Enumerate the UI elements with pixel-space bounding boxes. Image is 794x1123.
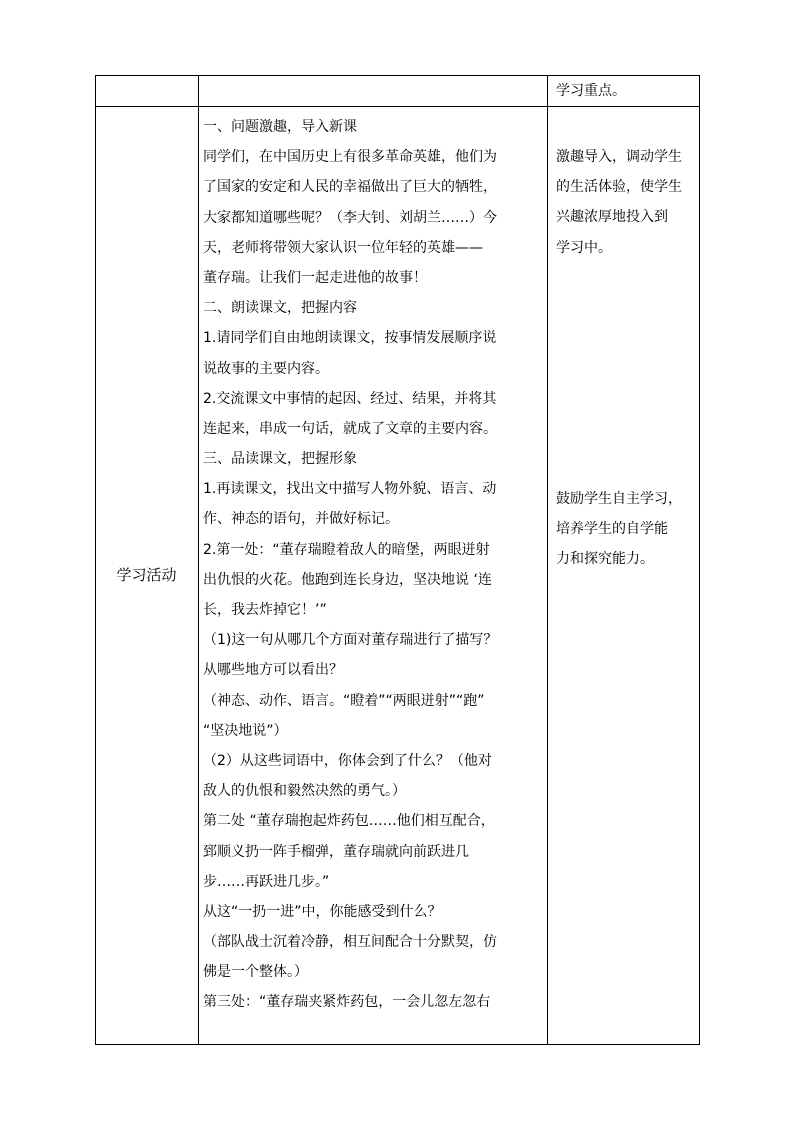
- content-line: 2.交流课文中事情的起因、经过、结果，并将其: [203, 390, 497, 407]
- content-line: 第二处 “董存瑞抱起炸药包……他们相互配合，: [203, 813, 495, 830]
- content-line: 从这“一扔一进”中，你能感受到什么？: [203, 903, 442, 920]
- teaching-note-self-study: [556, 484, 696, 575]
- note-line: 鼓励学生自主学习，: [556, 491, 682, 507]
- content-line: 大家都知道哪些呢？（李大钊、刘胡兰……）今: [203, 209, 497, 226]
- content-line: 二、朗读课文，把握内容: [203, 300, 357, 317]
- content-line: 步……再跃进几步。”: [203, 873, 330, 890]
- note-line: 学习中。: [556, 239, 612, 256]
- table-border-right: [699, 75, 700, 1045]
- column-divider-1: [198, 75, 199, 1045]
- content-line: 敌人的仇恨和毅然决然的勇气。）: [203, 783, 406, 800]
- teaching-note-intro: [556, 142, 696, 263]
- content-line: “坚决地说”）: [203, 722, 288, 739]
- content-line: 出仇恨的火花。他跑到连长身边，坚决地说 ‘连: [203, 571, 492, 588]
- row-label-learning-activity: 学习活动: [116, 566, 177, 584]
- header-right-cell: 学习重点。: [556, 83, 626, 99]
- note-line: 力和探究能力。: [556, 551, 654, 568]
- content-line: 1.再读课文，找出文中描写人物外貌、语言、动: [203, 481, 497, 498]
- content-line: 了国家的安定和人民的幸福做出了巨大的牺牲，: [203, 179, 497, 196]
- content-line: （2）从这些词语中，你体会到了什么？（他对: [203, 752, 492, 769]
- column-divider-2: [547, 75, 548, 1045]
- content-line: 郅顺义扔一阵手榴弹，董存瑞就向前跃进几: [203, 843, 469, 860]
- note-line: 激趣导入，调动学生: [556, 149, 682, 165]
- content-line: 天，老师将带领大家认识一位年轻的英雄——: [203, 239, 483, 256]
- content-line: 同学们，在中国历史上有很多革命英雄，他们为: [203, 149, 497, 166]
- table-border-bottom: [95, 1044, 700, 1045]
- content-line: 董存瑞。让我们一起走进他的故事！: [203, 269, 427, 286]
- content-line: 1.请同学们自由地朗读课文，按事情发展顺序说: [203, 330, 497, 347]
- content-line: （神态、动作、语言。“瞪着”“两眼迸射”“跑”: [203, 692, 485, 709]
- content-line: 说故事的主要内容。: [203, 360, 329, 377]
- content-line: （部队战士沉着冷静，相互间配合十分默契，仿: [203, 934, 497, 951]
- content-line: 从哪些地方可以看出？: [203, 662, 343, 679]
- note-line: 培养学生的自学能: [556, 521, 668, 538]
- note-line: 兴趣浓厚地投入到: [556, 209, 668, 226]
- content-line: 一、问题激趣，导入新课: [203, 119, 357, 135]
- content-line: 三、品读课文，把握形象: [203, 451, 357, 468]
- content-line: 佛是一个整体。）: [203, 964, 308, 981]
- content-line: 2.第一处：“董存瑞瞪着敌人的暗堡，两眼迸射: [203, 541, 490, 558]
- content-line: 长，我去炸掉它！’”: [203, 602, 327, 618]
- row-divider: [95, 106, 700, 107]
- content-line: （1)这一句从哪几个方面对董存瑞进行了描写？: [203, 632, 498, 649]
- content-line: 第三处：“董存瑞夹紧炸药包，一会儿忽左忽右: [203, 994, 491, 1011]
- note-line: 的生活体验，使学生: [556, 179, 682, 196]
- activity-content: [203, 112, 543, 1018]
- content-line: 作、神态的语句，并做好标记。: [203, 511, 399, 528]
- content-line: 连起来，串成一句话，就成了文章的主要内容。: [203, 420, 497, 437]
